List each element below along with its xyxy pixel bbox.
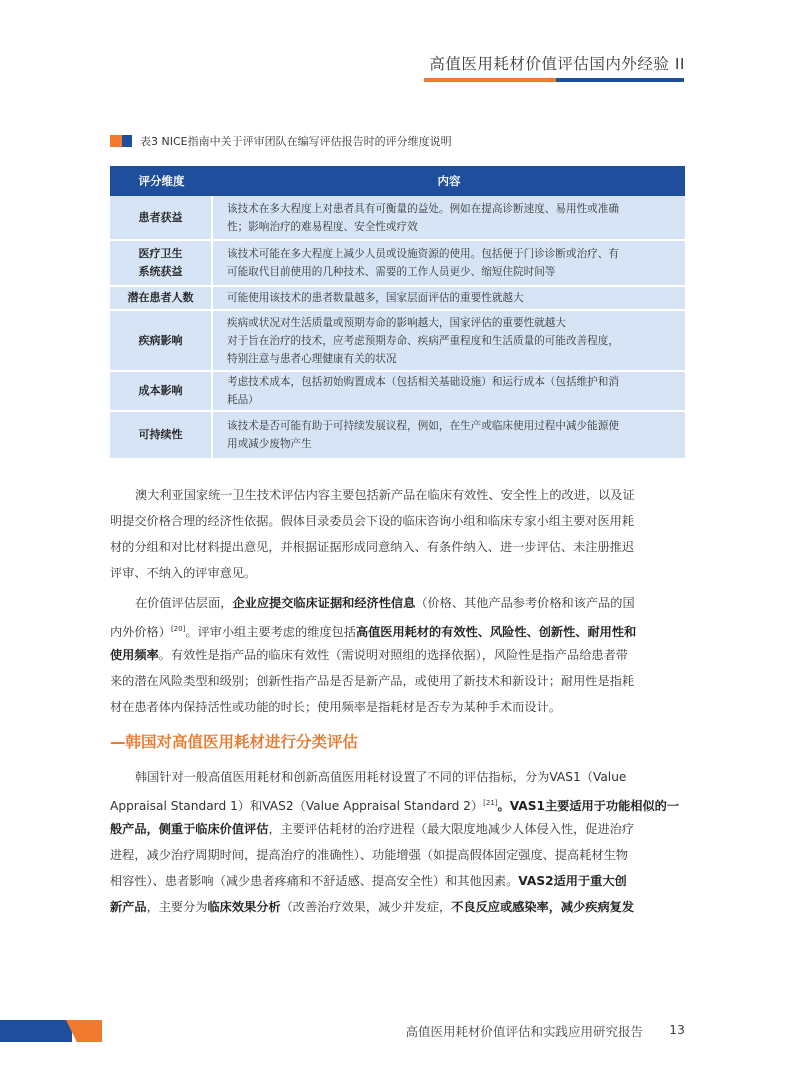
row-content: 该技术在多大程度上对患者具有可衡量的益处。例如在提高诊断速度、易用性或准确 性；影响治疗的难易程度、安全性或疗效 (227, 202, 619, 233)
page-number: 13 (669, 1022, 685, 1037)
header-accent-bar-orange (424, 78, 556, 82)
table-caption (110, 133, 452, 149)
paragraph-value-assessment: 在价值评估层面，企业应提交临床证据和经济性信息（价格、其他产品参考价格和该产品的国 内外价格）[20]。评审小组主要考虑的维度包括高值医用耗材的有效性、风险性、创新性、耐用性和 使用频率。有效性是指产品的临床有效性（需说明对照组的选择依据），风险性是指产品给患者带 来的潜在风险类型和级别；创新性指产品是否是新产品，或使用了新技术和新设计；耐用性是指耗 材在患者体内保持活性或功能的时长；使用频率是指耗材是否专为某种手术而设计。 (110, 596, 637, 714)
table-row (110, 311, 685, 372)
footer-accent-blue (0, 1020, 72, 1042)
table-row (110, 372, 685, 412)
table-row (110, 196, 685, 241)
row-content: 可能使用该技术的患者数量越多，国家层面评估的重要性就越大 (227, 292, 524, 304)
row-dimension: 医疗卫生 系统获益 (110, 241, 213, 285)
row-content: 考虑技术成本，包括初始购置成本（包括相关基础设施）和运行成本（包括维护和消 耗品） (227, 376, 619, 406)
table-header-dimension: 评分维度 (138, 174, 185, 188)
row-content: 该技术可能在多大程度上减少人员或设施资源的使用。包括便于门诊诊断或治疗、有 可能取代目前使用的几种技术、需要的工作人员更少、缩短住院时间等 (227, 248, 619, 278)
paragraph-korea: 韩国针对一般高值医用耗材和创新高值医用耗材设置了不同的评估指标，分为VAS1（Value Appraisal Standard 1）和VAS2（Value Appraisal Standard 2）[21]。VAS1主要适用于功能相似的一 般产品，侧重于临床价值评估，主要评估耗材的治疗进程（最大限度地减少人体侵入性，促进治疗 进程，减少治疗周期时间，提高治疗的准确性）、功能增强（如提高假体固定强度、提高耗材生物 相容性）、患者影响（减少患者疼痛和不舒适感、提高安全性）和其他因素。VAS2适用于重大创 新产品，主要分为临床效果分析（改善治疗效果，减少并发症，不良反应或感染率，减少疾病复发 (110, 770, 680, 914)
footer-report-title: 高值医用耗材价值评估和实践应用研究报告 (405, 1024, 643, 1039)
header-accent-bar-blue (556, 78, 684, 82)
row-dimension: 患者获益 (110, 196, 213, 239)
running-header-title: 高值医用耗材价值评估国内外经验 II (429, 55, 685, 73)
section-heading: —韩国对高值医用耗材进行分类评估 (110, 733, 359, 751)
paragraph-australia: 澳大利亚国家统一卫生技术评估内容主要包括新产品在临床有效性、安全性上的改进，以及证 明提交价格合理的经济性依据。假体目录委员会下设的临床咨询小组和临床专家小组主要对医用耗 材的分组和对比材料提出意见，并根据证据形成同意纳入、有条件纳入、进一步评估、未注册推迟 评审、不纳入的评审意见。 (110, 488, 635, 580)
row-dimension: 可持续性 (110, 412, 213, 458)
row-dimension: 潜在患者人数 (110, 287, 213, 309)
table-header-row (110, 166, 685, 196)
table-row (110, 412, 685, 458)
table-row (110, 287, 685, 311)
caption-marker-orange (110, 135, 122, 147)
row-content: 该技术是否可能有助于可持续发展议程，例如，在生产或临床使用过程中减少能源使 用或减少废物产生 (227, 420, 619, 450)
row-content: 疾病或状况对生活质量或预期寿命的影响越大，国家评估的重要性就越大 对于旨在治疗的技术，应考虑预期寿命、疾病严重程度和生活质量的可能改善程度， 特别注意与患者心理健康有关的状况 (227, 316, 619, 365)
citation-ref: [20] (170, 625, 186, 633)
caption-marker-blue (122, 135, 132, 147)
nice-scoring-table (110, 166, 685, 458)
table-row (110, 241, 685, 287)
citation-ref: [21] (483, 799, 498, 807)
table-caption-text: 表3 NICE指南中关于评审团队在编写评估报告时的评分维度说明 (140, 135, 452, 148)
row-dimension: 疾病影响 (110, 311, 213, 370)
table-header-content: 内容 (437, 174, 461, 188)
row-dimension: 成本影响 (110, 372, 213, 410)
